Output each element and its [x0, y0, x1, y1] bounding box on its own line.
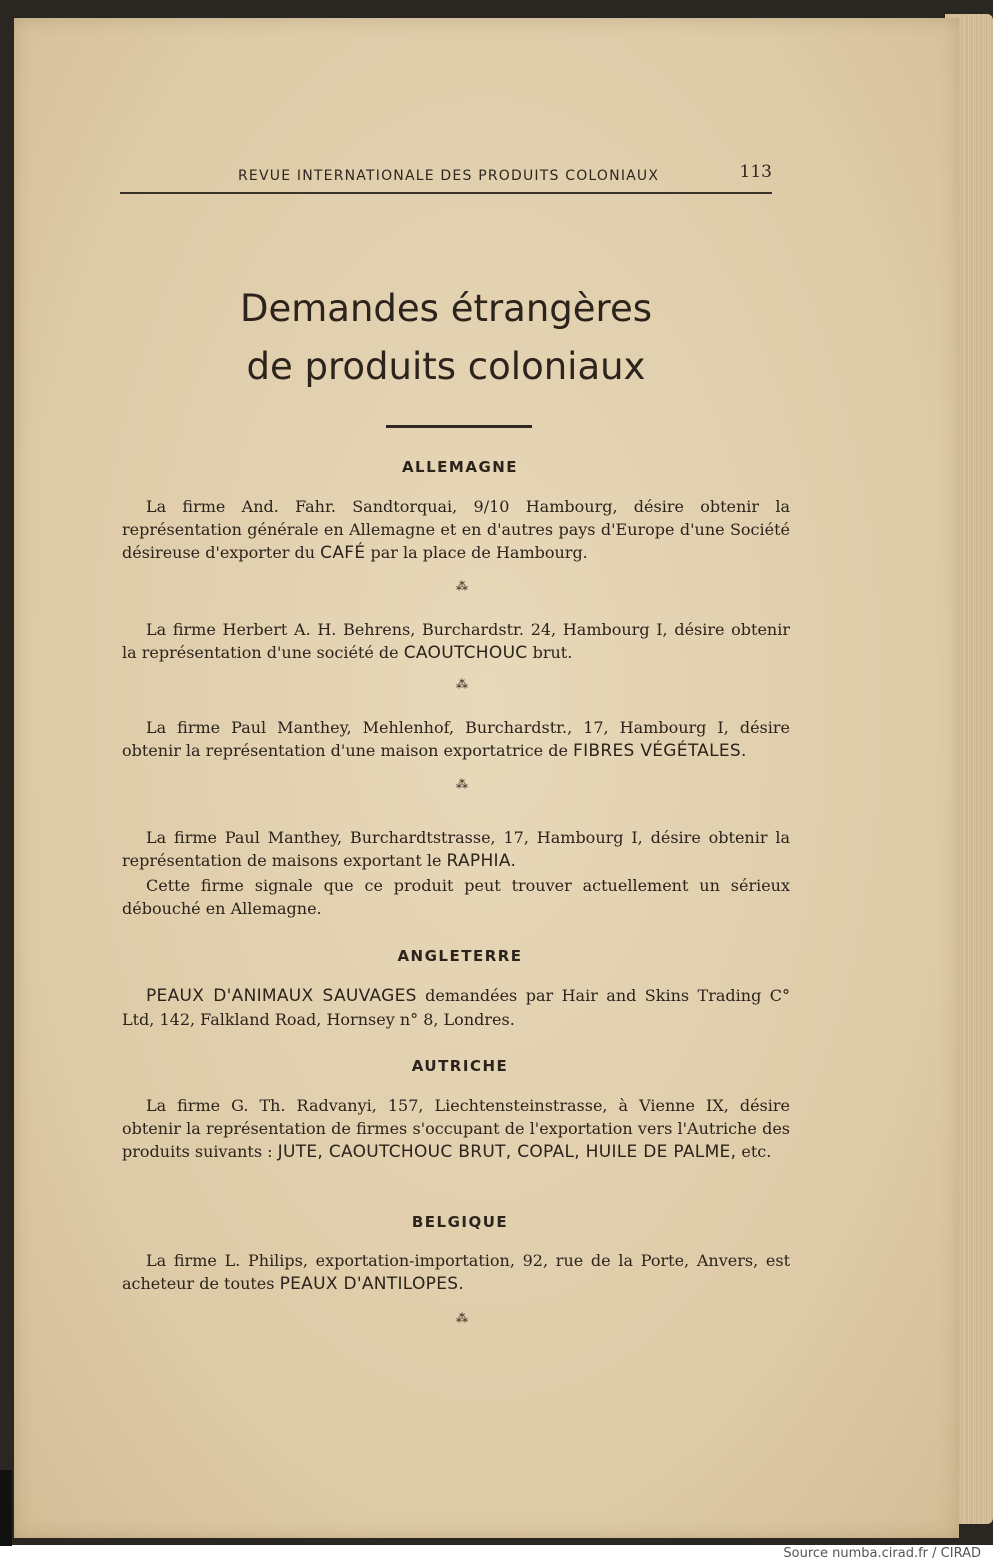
heading-allemagne: ALLEMAGNE — [401, 458, 519, 476]
title-line-2: de produits coloniaux — [246, 345, 646, 388]
book-page — [14, 18, 959, 1538]
text: La firme L. Philips, exportation-importation, 92, rue de la Porte, Anvers, est acheteur de toutes — [122, 1251, 790, 1293]
paragraph-allemagne-2 — [122, 618, 790, 665]
product-name: JUTE, CAOUTCHOUC BRUT, COPAL, HUILE DE PALME, — [277, 1142, 737, 1162]
running-head — [120, 158, 772, 194]
text: La firme Herbert A. H. Behrens, Burchardstr. 24, Hambourg I, désire obtenir la représentation d'une société de — [122, 620, 790, 662]
paragraph-allemagne-4 — [122, 826, 790, 873]
text: brut. — [527, 643, 573, 662]
paragraph-allemagne-5: Cette firme signale que ce produit peut trouver actuellement un sérieux débouché en Allemagne. — [122, 876, 790, 918]
heading-belgique: BELGIQUE — [411, 1213, 509, 1231]
scan-margin-bar — [0, 1470, 12, 1546]
source-credit: Source numba.cirad.fr / CIRAD — [783, 1546, 981, 1561]
paragraph-autriche-1 — [122, 1094, 790, 1164]
text: par la place de Hambourg. — [365, 543, 588, 562]
paragraph-belgique-1 — [122, 1249, 790, 1296]
text: La firme Paul Manthey, Mehlenhof, Burchardstr., 17, Hambourg I, désire obtenir la représentation d'une maison exportatrice de — [122, 718, 790, 760]
asterism-3: ⁂ — [456, 777, 468, 791]
product-name: CAFÉ — [320, 543, 366, 563]
title-rule — [386, 425, 532, 428]
page-number: 113 — [739, 162, 772, 182]
paragraph-angleterre-1 — [122, 984, 790, 1031]
asterism-1: ⁂ — [456, 579, 468, 593]
page-title — [114, 280, 778, 396]
text: La firme G. Th. Radvanyi, 157, Liechtensteinstrasse, à Vienne IX, désire obtenir la représentation de firmes s'occupant de l'exportation vers l'Autriche des produits suivants : — [122, 1096, 790, 1161]
heading-angleterre: ANGLETERRE — [397, 947, 523, 965]
asterism-2: ⁂ — [456, 677, 468, 691]
product-name: PEAUX D'ANIMAUX SAUVAGES — [146, 986, 417, 1006]
text: La firme And. Fahr. Sandtorquai, 9/10 Hambourg, désire obtenir la représentation générale en Allemagne et en d'autres pays d'Europe d'une Société désireuse d'exporter du — [122, 497, 790, 562]
running-title: REVUE INTERNATIONALE DES PRODUITS COLONIAUX — [238, 168, 660, 184]
text: La firme Paul Manthey, Burchardtstrasse, 17, Hambourg I, désire obtenir la représentation de maisons exportant le — [122, 828, 790, 870]
asterism-4: ⁂ — [456, 1311, 468, 1325]
text: demandées par Hair and Skins Trading C° Ltd, 142, Falkland Road, Hornsey n° 8, Londres. — [122, 986, 790, 1029]
product-name: CAOUTCHOUC — [403, 643, 528, 663]
product-name: RAPHIA. — [446, 851, 517, 871]
paragraph-allemagne-3 — [122, 716, 790, 763]
product-name: PEAUX D'ANTILOPES. — [279, 1274, 465, 1294]
text: etc. — [736, 1142, 772, 1161]
title-line-1: Demandes étrangères — [239, 287, 652, 330]
heading-autriche: AUTRICHE — [411, 1057, 509, 1075]
product-name: FIBRES VÉGÉTALES. — [573, 741, 747, 761]
paragraph-allemagne-1 — [122, 495, 790, 565]
